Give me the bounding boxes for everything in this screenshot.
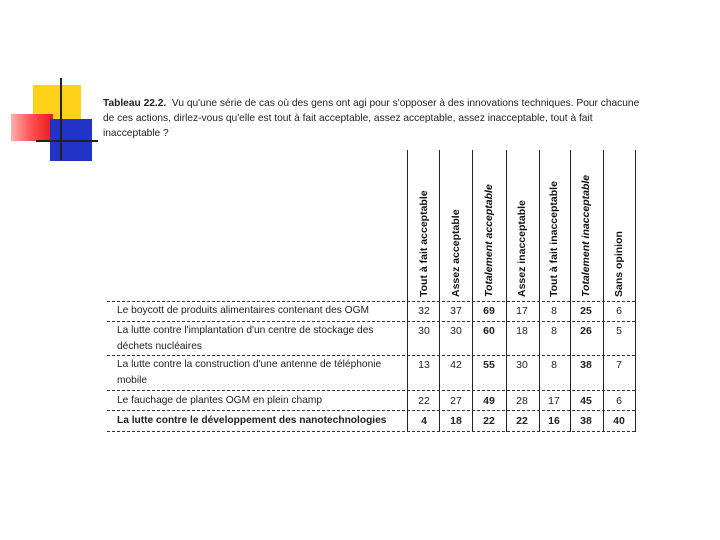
- col-header: Sans opinion: [613, 231, 625, 297]
- table-cell: 40: [613, 415, 625, 427]
- col-header: Totalement acceptable: [483, 184, 495, 297]
- table-cell: 22: [418, 395, 430, 407]
- table-cell: 8: [551, 359, 557, 371]
- table-cell: 30: [418, 325, 430, 337]
- table-cell: 28: [516, 395, 528, 407]
- table-cell: 37: [450, 305, 462, 317]
- caption-text: Vu qu'une série de cas où des gens ont agi pour s'opposer à des innovations techniques. Pour chacune de ces actions, dirlez-vous qu'elle est tout à fait acceptable, assez acceptable, assez inacceptable, tout à fait inacceptable ?: [103, 98, 640, 139]
- col-header: Totalement inacceptable: [580, 174, 592, 297]
- row-divider: [107, 390, 635, 392]
- table-cell: 7: [616, 359, 622, 371]
- row-label: La lutte contre l'implantation d'un centre de stockage des déchets nucléaires: [117, 325, 374, 352]
- col-divider: [635, 150, 636, 432]
- row-divider: [107, 431, 635, 433]
- table-cell: 25: [580, 305, 592, 317]
- table-cell: 38: [580, 359, 592, 371]
- table-cell: 22: [516, 415, 528, 427]
- table-cell: 8: [551, 305, 557, 317]
- table-cell: 30: [450, 325, 462, 337]
- table-cell: 45: [580, 395, 592, 407]
- table-cell: 13: [418, 359, 430, 371]
- table-cell: 17: [548, 395, 560, 407]
- table-cell: 26: [580, 325, 592, 337]
- table-cell: 32: [418, 305, 430, 317]
- table-cell: 30: [516, 359, 528, 371]
- table-cell: 55: [483, 359, 495, 371]
- row-divider: [107, 410, 635, 412]
- table-cell: 38: [580, 415, 592, 427]
- caption-label: Tableau 22.2.: [103, 98, 167, 109]
- table-cell: 6: [616, 305, 622, 317]
- table-cell: 8: [551, 325, 557, 337]
- col-header: Tout à fait acceptable: [418, 190, 430, 297]
- table-cell: 18: [516, 325, 528, 337]
- table-cell: 6: [616, 395, 622, 407]
- col-header: Assez acceptable: [450, 209, 462, 297]
- col-header: Tout à fait inacceptable: [548, 181, 560, 297]
- table-cell: 27: [450, 395, 462, 407]
- table-cell: 16: [548, 415, 560, 427]
- table-cell: 22: [483, 415, 495, 427]
- col-header: Assez inacceptable: [516, 200, 528, 297]
- table-cell: 42: [450, 359, 462, 371]
- table-cell: 18: [450, 415, 462, 427]
- table-cell: 60: [483, 325, 495, 337]
- table-cell: 17: [516, 305, 528, 317]
- row-label: La lutte contre le développement des nanotechnologies: [117, 415, 387, 426]
- table-cell: 69: [483, 305, 495, 317]
- table-cell: 49: [483, 395, 495, 407]
- row-label: Le boycott de produits alimentaires contenant des OGM: [117, 305, 369, 316]
- table-cell: 4: [421, 415, 427, 427]
- table-cell: 5: [616, 325, 622, 337]
- row-label: Le fauchage de plantes OGM en plein champ: [117, 395, 323, 406]
- row-label: La lutte contre la construction d'une antenne de téléphonie mobile: [117, 359, 382, 386]
